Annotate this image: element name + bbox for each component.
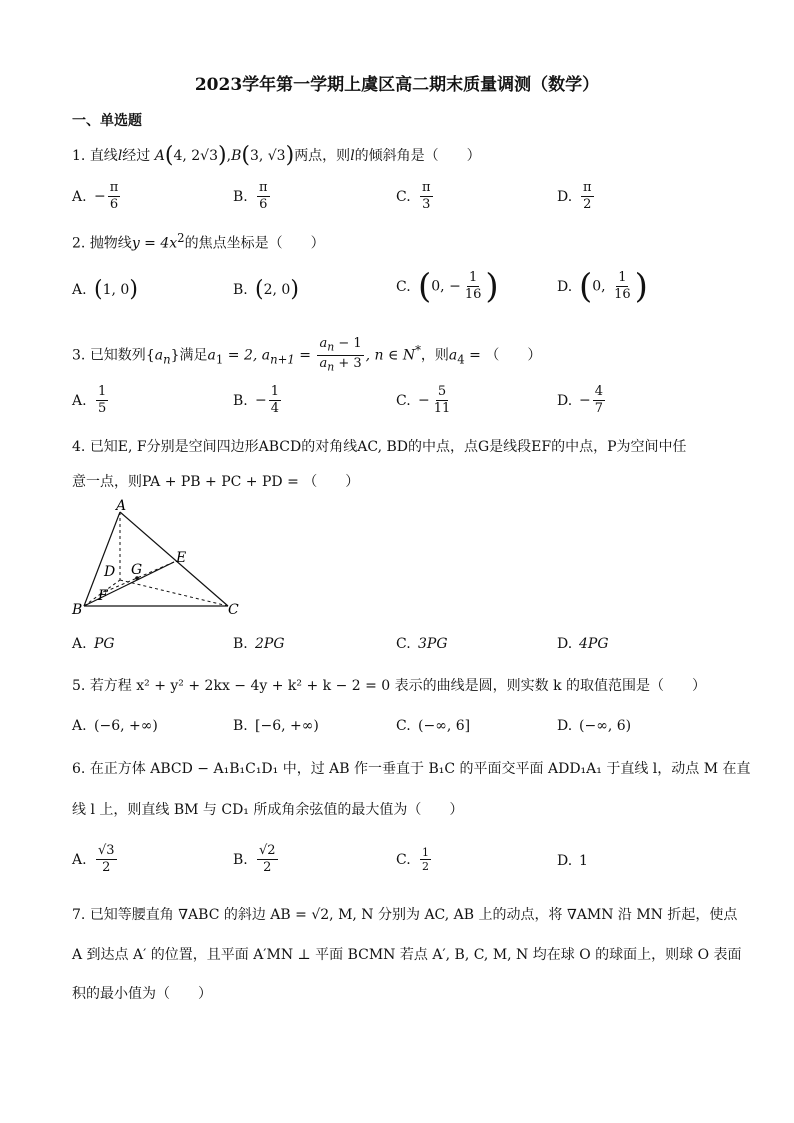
option-b bbox=[233, 180, 272, 213]
page-title: 2023学年第一学期上虞区高二期末质量调测（数学） bbox=[194, 75, 600, 95]
label-e: E bbox=[176, 550, 187, 566]
question-7-line-2: A 到达点 A′ 的位置，且平面 A′MN ⊥ 平面 BCMN 若点 A′, B, C, M, N 均在球 O 的球面上，则球 O 表面 bbox=[72, 947, 742, 963]
option-d bbox=[557, 180, 596, 213]
option-d: D. 4PG bbox=[557, 636, 609, 652]
question-text: 已知E, F分别是空间四边形ABCD的对角线AC, BD的中点，点G是线段EF的中点，P为空间中任 bbox=[89, 439, 687, 455]
question-text: 两点，则 bbox=[294, 148, 351, 164]
math-var: l bbox=[117, 148, 123, 164]
option-b: B. $\frac{√2}{2}$ bbox=[233, 843, 276, 875]
math-expr: y = 4x bbox=[131, 235, 178, 252]
fraction: $\frac{\pi}{6}$ bbox=[109, 180, 119, 212]
option-a: A. $\frac{1}{5}$ bbox=[72, 384, 107, 416]
paren: ( bbox=[164, 143, 174, 168]
math-expr: 3, √3 bbox=[249, 148, 286, 164]
option-key: C. bbox=[396, 188, 411, 205]
fraction: $\frac{\pi}{2}$ bbox=[583, 180, 592, 212]
question-text: 经过 bbox=[122, 148, 151, 164]
question-text: 抛物线 bbox=[89, 235, 132, 252]
question-4-line-1: 4. 已知E, F分别是空间四边形ABCD的对角线AC, BD的中点，点G是线段EF的中点，P为空间中任 bbox=[72, 439, 687, 455]
math-var: l bbox=[350, 148, 355, 164]
question-text: 直线 bbox=[89, 148, 118, 164]
option-a: A. (−6, +∞) bbox=[72, 718, 158, 734]
option-c: C. $\frac{1}{2}$ bbox=[396, 846, 429, 873]
paren: ) bbox=[218, 143, 227, 168]
math-var: A bbox=[154, 148, 165, 164]
label-d: D bbox=[104, 564, 116, 580]
question-6-line-2: 线 l 上，则直线 BM 与 CD₁ 所成角余弦值的最大值为（ ） bbox=[72, 802, 464, 818]
question-text: 满足 bbox=[179, 347, 208, 364]
option-d: D. − $\frac{4}{7}$ bbox=[557, 384, 604, 416]
math-var: B bbox=[231, 148, 242, 164]
edge-dc bbox=[120, 580, 228, 606]
question-7-line-1: 7. 已知等腰直角 ∇ABC 的斜边 AB = √2, M, N 分别为 AC, AB 上的动点，将 ∇AMN 沿 MN 折起，使点 bbox=[72, 907, 738, 923]
question-text: 的焦点坐标是（ ） bbox=[184, 235, 325, 252]
question-4-line-2: 意一点，则PA + PB + PC + PD = （ ） bbox=[72, 474, 360, 490]
option-key: A. bbox=[72, 188, 87, 205]
question-text: 的倾斜角是（ ） bbox=[354, 148, 481, 164]
question-text: 已知等腰直角 ∇ABC 的斜边 AB = √2, M, N 分别为 AC, AB 上的动点，将 ∇AMN 沿 MN 折起，使点 bbox=[89, 907, 738, 923]
label-a: A bbox=[116, 498, 127, 514]
option-c: C. (−∞, 6] bbox=[396, 718, 471, 734]
edge-ac bbox=[120, 512, 228, 606]
question-text: 若方程 x² + y² + 2kx − 4y + k² + k − 2 = 0 表示的曲线是圆，则实数 k 的取值范围是（ ） bbox=[89, 678, 707, 694]
option-d: D. 1 bbox=[557, 853, 588, 869]
paren: ) bbox=[285, 143, 295, 168]
sign: − bbox=[94, 188, 106, 205]
question-text: 在正方体 ABCD − A₁B₁C₁D₁ 中，过 AB 作一垂直于 B₁C 的平面交平面 ADD₁A₁ 于直线 l，动点 M 在直 bbox=[89, 761, 751, 777]
option-key: B. bbox=[233, 188, 248, 205]
option-b: B. (2, 0) bbox=[233, 277, 299, 302]
question-7-line-3: 积的最小值为（ ） bbox=[72, 986, 212, 1002]
label-c: C bbox=[228, 602, 239, 618]
option-a bbox=[72, 180, 122, 213]
option-c bbox=[396, 180, 435, 213]
fraction: $\frac{a_n - 1}{a_n + 3}$ bbox=[319, 335, 362, 374]
label-f: F bbox=[98, 588, 108, 604]
option-c: C. (0, − $\frac{1}{16}$ ) bbox=[396, 266, 499, 307]
math-expr: 4, 2√3 bbox=[173, 148, 219, 164]
superscript: 2 bbox=[177, 231, 185, 245]
question-5: 5. 若方程 x² + y² + 2kx − 4y + k² + k − 2 = 0 表示的曲线是圆，则实数 k 的取值范围是（ ） bbox=[72, 678, 707, 694]
option-a: A. $\frac{√3}{2}$ bbox=[72, 843, 115, 875]
option-c: C. 3PG bbox=[396, 636, 448, 652]
option-d: D. (0, $\frac{1}{16}$ ) bbox=[557, 266, 648, 307]
option-b: B. − $\frac{1}{4}$ bbox=[233, 384, 280, 416]
question-number: 3. bbox=[72, 347, 86, 364]
option-a: A. PG bbox=[72, 636, 115, 652]
question-2 bbox=[72, 228, 325, 254]
question-1: 1. 直线l经过 A(4, 2√3),B(3, √3)两点，则l的倾斜角是（ ） bbox=[72, 143, 481, 168]
paren: ( bbox=[241, 143, 250, 168]
tetrahedron-figure bbox=[68, 498, 258, 620]
question-3: 3. 已知数列$\{a_n\}$满足$a_1 = 2$, $a_{n+1}$ = $\frac{a_n - 1}{a_n + 3}$ , n ∈ N*，则$a_4$ = （ ） bbox=[72, 335, 542, 374]
fraction: $\frac{\pi}{3}$ bbox=[422, 180, 431, 212]
section-heading: 一、单选题 bbox=[72, 113, 142, 129]
label-b: B bbox=[72, 602, 83, 618]
option-b: B. 2PG bbox=[233, 636, 285, 652]
option-d: D. (−∞, 6) bbox=[557, 718, 632, 734]
option-key: D. bbox=[557, 188, 573, 205]
label-g: G bbox=[131, 562, 143, 578]
option-c: C. − $\frac{5}{11}$ bbox=[396, 384, 451, 416]
question-6-line-1: 6. 在正方体 ABCD − A₁B₁C₁D₁ 中，过 AB 作一垂直于 B₁C 的平面交平面 ADD₁A₁ 于直线 l，动点 M 在直 bbox=[72, 761, 751, 777]
option-a: A. (1, 0) bbox=[72, 277, 138, 302]
question-text: 已知数列 bbox=[89, 347, 146, 364]
question-number: 1. bbox=[72, 148, 86, 164]
fraction: $\frac{\pi}{6}$ bbox=[259, 180, 268, 212]
option-b: B. [−6, +∞) bbox=[233, 718, 319, 734]
question-number: 2. bbox=[72, 235, 86, 252]
